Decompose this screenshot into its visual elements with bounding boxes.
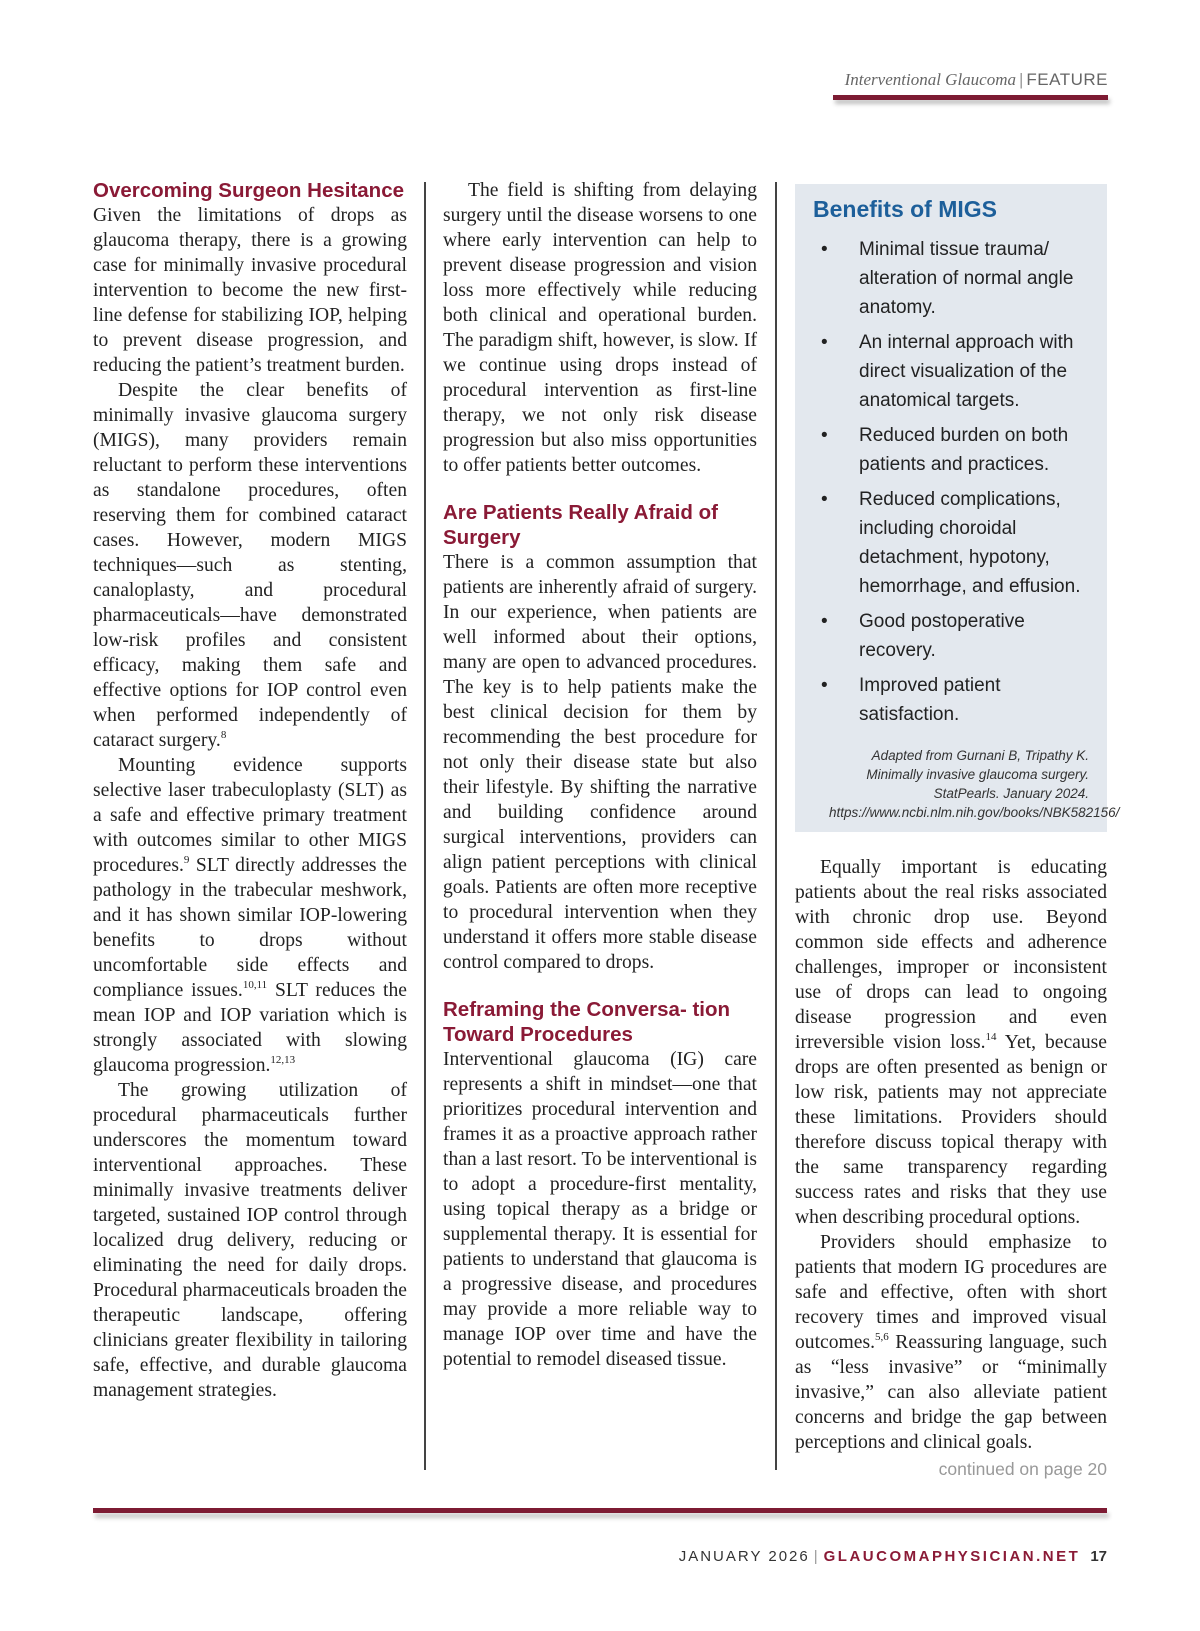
section-label: FEATURE bbox=[1026, 70, 1108, 89]
paragraph: Interventional glaucoma (IG) care represents a shift in mindset—one that prioritizes procedural intervention and frames it as a proactive approach rather than a last resort. To be interventional is to adopt a procedure-first mentality, using topical therapy as a bridge or supplemental therapy. It is essential for patients to understand that glaucoma is a progressive disease, and procedures may provide a more reliable way to manage IOP over time and have the potential to remodel diseased tissue. bbox=[443, 1049, 757, 1370]
reference: 9 bbox=[183, 854, 190, 866]
sidebar-credit: Adapted from Gurnani B, Tripathy K. Minimally invasive glaucoma surgery. StatPearls. January 2024. https://www.ncbi.nlm.nih.gov/books/NBK582156/ bbox=[829, 748, 1120, 820]
column-1 bbox=[93, 178, 407, 1403]
continued-note: continued on page 20 bbox=[938, 1459, 1107, 1479]
bullet-icon: • bbox=[821, 425, 828, 446]
list-item: • Good postoperative recovery. bbox=[821, 607, 1103, 665]
footer bbox=[679, 1548, 1107, 1565]
section-heading: Reframing the Conversa- tion Toward Procedures bbox=[443, 998, 731, 1046]
reference: 10,11 bbox=[242, 979, 268, 991]
site-name: GLAUCOMAPHYSICIAN.NET bbox=[823, 1548, 1081, 1565]
paragraph: Mounting evidence supports selective laser trabeculoplasty (SLT) as a safe and effective primary treatment with outcomes similar to other MIGS procedures.$^9$ SLT directly addresses the pathology in the trabecular meshwork, and it has shown similar IOP-lowering benefits to drops without uncomfortable side effects and compliance issues.$^{10,11}$ SLT reduces the mean IOP and IOP variation which is strongly associated with slowing glaucoma progression.$^{12,13}$ bbox=[93, 755, 407, 1076]
bullet-icon: • bbox=[821, 611, 828, 632]
column-divider bbox=[424, 182, 426, 1470]
column-3 bbox=[795, 855, 1107, 1482]
reference: 12,13 bbox=[270, 1054, 296, 1066]
reference: 8 bbox=[220, 729, 227, 741]
list-item: • Reduced burden on both patients and practices. bbox=[821, 421, 1103, 479]
issue-date: JANUARY 2026 bbox=[678, 1548, 810, 1565]
bullet-icon: • bbox=[821, 675, 828, 696]
paragraph: There is a common assumption that patients are inherently afraid of surgery. In our experience, when patients are well informed about their options, many are open to advanced procedures. The key is to help patients make the best clinical decision for them by recommending the best procedure for not only their disease state but also their lifestyle. By shifting the narrative and building confidence around surgical interventions, providers can align patient perceptions with clinical goals. Patients are often more receptive to procedural intervention when they understand it offers more stable disease control compared to drops. bbox=[443, 552, 757, 973]
page-number: 17 bbox=[1090, 1548, 1107, 1565]
paragraph: Equally important is educating patients about the real risks associated with chronic drop use. Beyond common side effects and adherence challenges, improper or inconsistent use of drops can lead to ongoing disease progression and even irreversible vision loss.$^{14}$ Yet, because drops are often presented as benign or low risk, patients may not appreciate these limitations. Providers should therefore discuss topical therapy with the same transparency regarding success rates and risks that they use when describing procedural options. bbox=[795, 857, 1107, 1228]
benefits-sidebar bbox=[795, 184, 1120, 832]
footer-rule bbox=[93, 1508, 1107, 1513]
bullet-icon: • bbox=[821, 239, 828, 260]
column-divider bbox=[775, 182, 777, 1470]
reference: 14 bbox=[985, 1031, 997, 1043]
paragraph: The growing utilization of procedural pharmaceuticals further underscores the momentum toward interventional approaches. These minimally invasive treatments deliver targeted, sustained IOP control through localized drug delivery, reducing or eliminating the need for daily drops. Procedural pharmaceuticals broaden the therapeutic landscape, offering clinicians greater flexibility in tailoring safe, effective, and durable glaucoma management strategies. bbox=[93, 1080, 407, 1401]
header-tag bbox=[845, 70, 1108, 90]
section-heading: Overcoming Surgeon Hesitance bbox=[93, 179, 405, 202]
column-2 bbox=[443, 178, 757, 1372]
header-divider: | bbox=[1019, 70, 1024, 89]
benefits-list bbox=[821, 235, 1103, 735]
bullet-icon: • bbox=[821, 332, 828, 353]
list-item: • Improved patient satisfaction. bbox=[821, 671, 1103, 729]
paragraph: Despite the clear benefits of minimally invasive glaucoma surgery (MIGS), many providers remain reluctant to perform these interventions as standalone procedures, often reserving them for combined cataract cases. However, modern MIGS techniques—such as stenting, canaloplasty, and procedural pharmaceuticals—have demonstrated low-risk profiles and consistent efficacy, making them safe and effective options for IOP control even when performed independently of cataract surgery.$^8$ bbox=[93, 380, 407, 751]
section-heading: Are Patients Really Afraid of Surgery bbox=[443, 501, 718, 549]
list-item: • An internal approach with direct visualization of the anatomical targets. bbox=[821, 328, 1103, 415]
bullet-icon: • bbox=[821, 489, 828, 510]
footer-divider: | bbox=[813, 1548, 820, 1565]
list-item: • Reduced complications, including choroidal detachment, hypotony, hemorrhage, and effusion. bbox=[821, 485, 1103, 601]
reference: 5,6 bbox=[875, 1331, 889, 1343]
section-title: Interventional Glaucoma bbox=[844, 70, 1016, 89]
paragraph: Providers should emphasize to patients that modern IG procedures are safe and effective, often with short recovery times and improved visual outcomes.$^{5,6}$ Reassuring language, such as “less invasive” or “minimally invasive,” can also alleviate patient concerns and bridge the gap between perceptions and clinical goals. bbox=[795, 1232, 1107, 1453]
paragraph: Given the limitations of drops as glaucoma therapy, there is a growing case for minimally invasive procedural intervention to become the new first-line defense for stabilizing IOP, helping to prevent disease progression, and reducing the patient’s treatment burden. bbox=[93, 205, 407, 376]
sidebar-title: Benefits of MIGS bbox=[813, 196, 998, 222]
paragraph: The field is shifting from delaying surgery until the disease worsens to one where early intervention can help to prevent disease progression and vision loss more effectively while reducing both clinical and operational burden. The paradigm shift, however, is slow. If we continue using drops instead of procedural intervention as first-line therapy, we not only risk disease progression but also miss opportunities to offer patients better outcomes. bbox=[443, 180, 757, 476]
list-item: • Minimal tissue trauma/ alteration of normal angle anatomy. bbox=[821, 235, 1103, 322]
header-rule bbox=[833, 95, 1108, 100]
